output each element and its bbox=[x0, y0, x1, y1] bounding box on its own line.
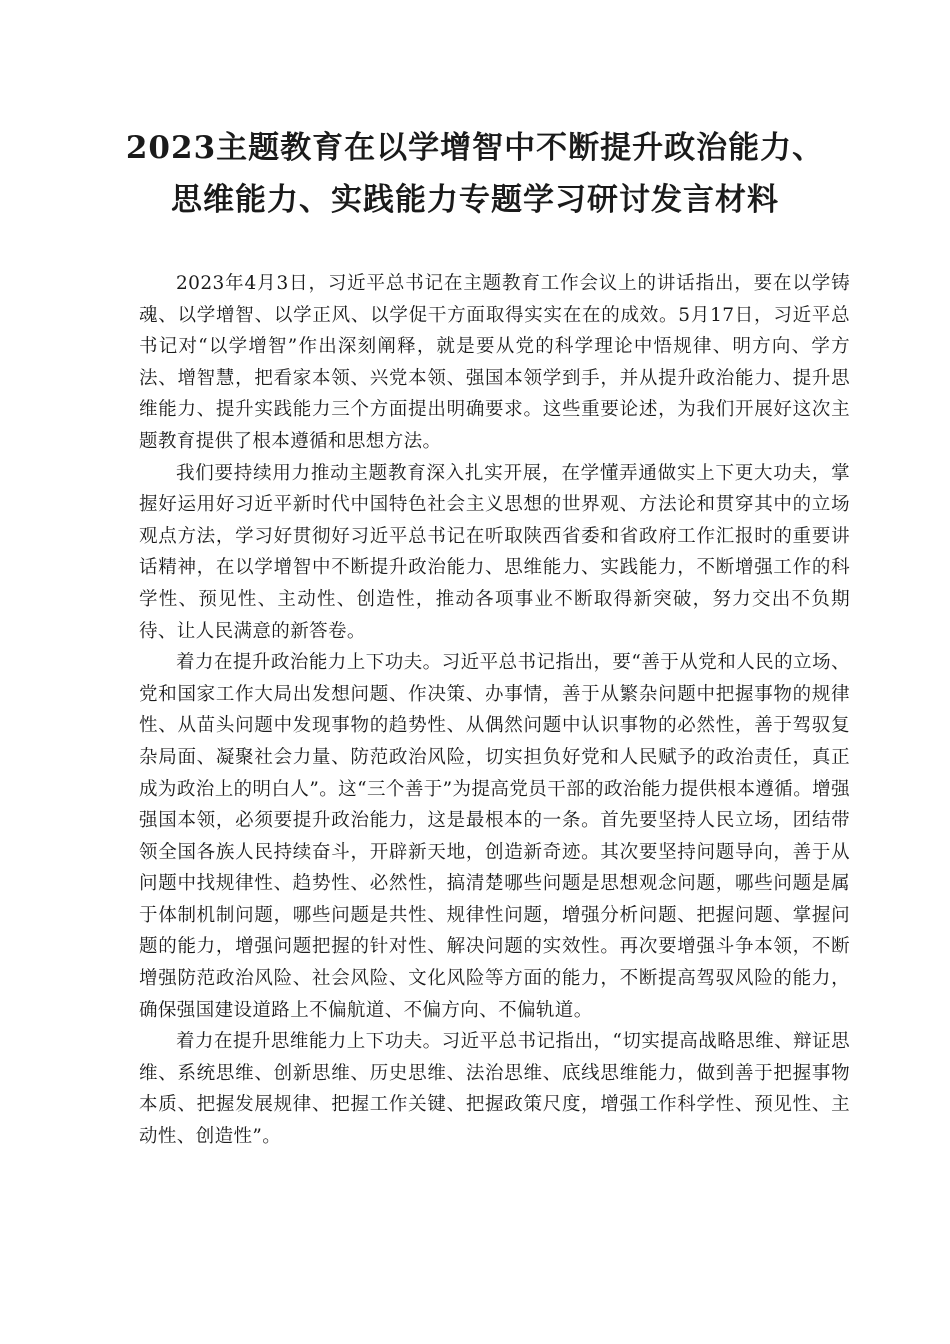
paragraph-3: 着力在提升政治能力上下功夫。习近平总书记指出，要“善于从党和人民的立场、党和国家工作大局出发想问题、作决策、办事情，善于从繁杂问题中把握事物的规律性、从苗头问题中发现事物的趋势性、从偶然问题中认识事物的必然性，善于驾驭复杂局面、凝聚社会力量、防范政治风险，切实担负好党和人民赋予的政治责任，真正成为政治上的明白人”。这“三个善于”为提高党员干部的政治能力提供根本遵循。增强强国本领，必须要提升政治能力，这是最根本的一条。首先要坚持人民立场，团结带领全国各族人民持续奋斗，开辟新天地，创造新奇迹。其次要坚持问题导向，善于从问题中找规律性、趋势性、必然性，搞清楚哪些问题是思想观念问题，哪些问题是属于体制机制问题，哪些问题是共性、规律性问题，增强分析问题、把握问题、掌握问题的能力，增强问题把握的针对性、解决问题的实效性。再次要增强斗争本领，不断增强防范政治风险、社会风险、文化风险等方面的能力，不断提高驾驭风险的能力，确保强国建设道路上不偏航道、不偏方向、不偏轨道。 bbox=[139, 652, 850, 1021]
paragraph-2: 我们要持续用力推动主题教育深入扎实开展，在学懂弄通做实上下更大功夫，掌握好运用好习近平新时代中国特色社会主义思想的世界观、方法论和贯穿其中的立场观点方法，学习好贯彻好习近平总书记在听取陕西省委和省政府工作汇报时的重要讲话精神，在以学增智中不断提升政治能力、思维能力、实践能力，不断增强工作的科学性、预见性、主动性、创造性，推动各项事业不断取得新突破，努力交出不负期待、让人民满意的新答卷。 bbox=[139, 462, 850, 642]
paragraph-4: 着力在提升思维能力上下功夫。习近平总书记指出，“切实提高战略思维、辩证思维、系统思维、创新思维、历史思维、法治思维、底线思维能力，做到善于把握事物本质、把握发展规律、把握工作关键、把握政策尺度，增强工作科学性、预见性、主动性、创造性”。 bbox=[139, 1031, 850, 1148]
document-title: 2023主题教育在以学增智中不断提升政治能力、思维能力、实践能力专题学习研讨发言材料 bbox=[125, 130, 825, 218]
paragraph-1: 2023年4月3日，习近平总书记在主题教育工作会议上的讲话指出，要在以学铸魂、以学增智、以学正风、以学促干方面取得实实在在的成效。5月17日，习近平总书记对“以学增智”作出深刻阐释，就是要从党的科学理论中悟规律、明方向、学方法、增智慧，把看家本领、兴党本领、强国本领学到手，并从提升政治能力、提升思维能力、提升实践能力三个方面提出明确要求。这些重要论述，为我们开展好这次主题教育提供了根本遵循和思想方法。 bbox=[139, 273, 850, 452]
document-body bbox=[139, 268, 850, 1153]
